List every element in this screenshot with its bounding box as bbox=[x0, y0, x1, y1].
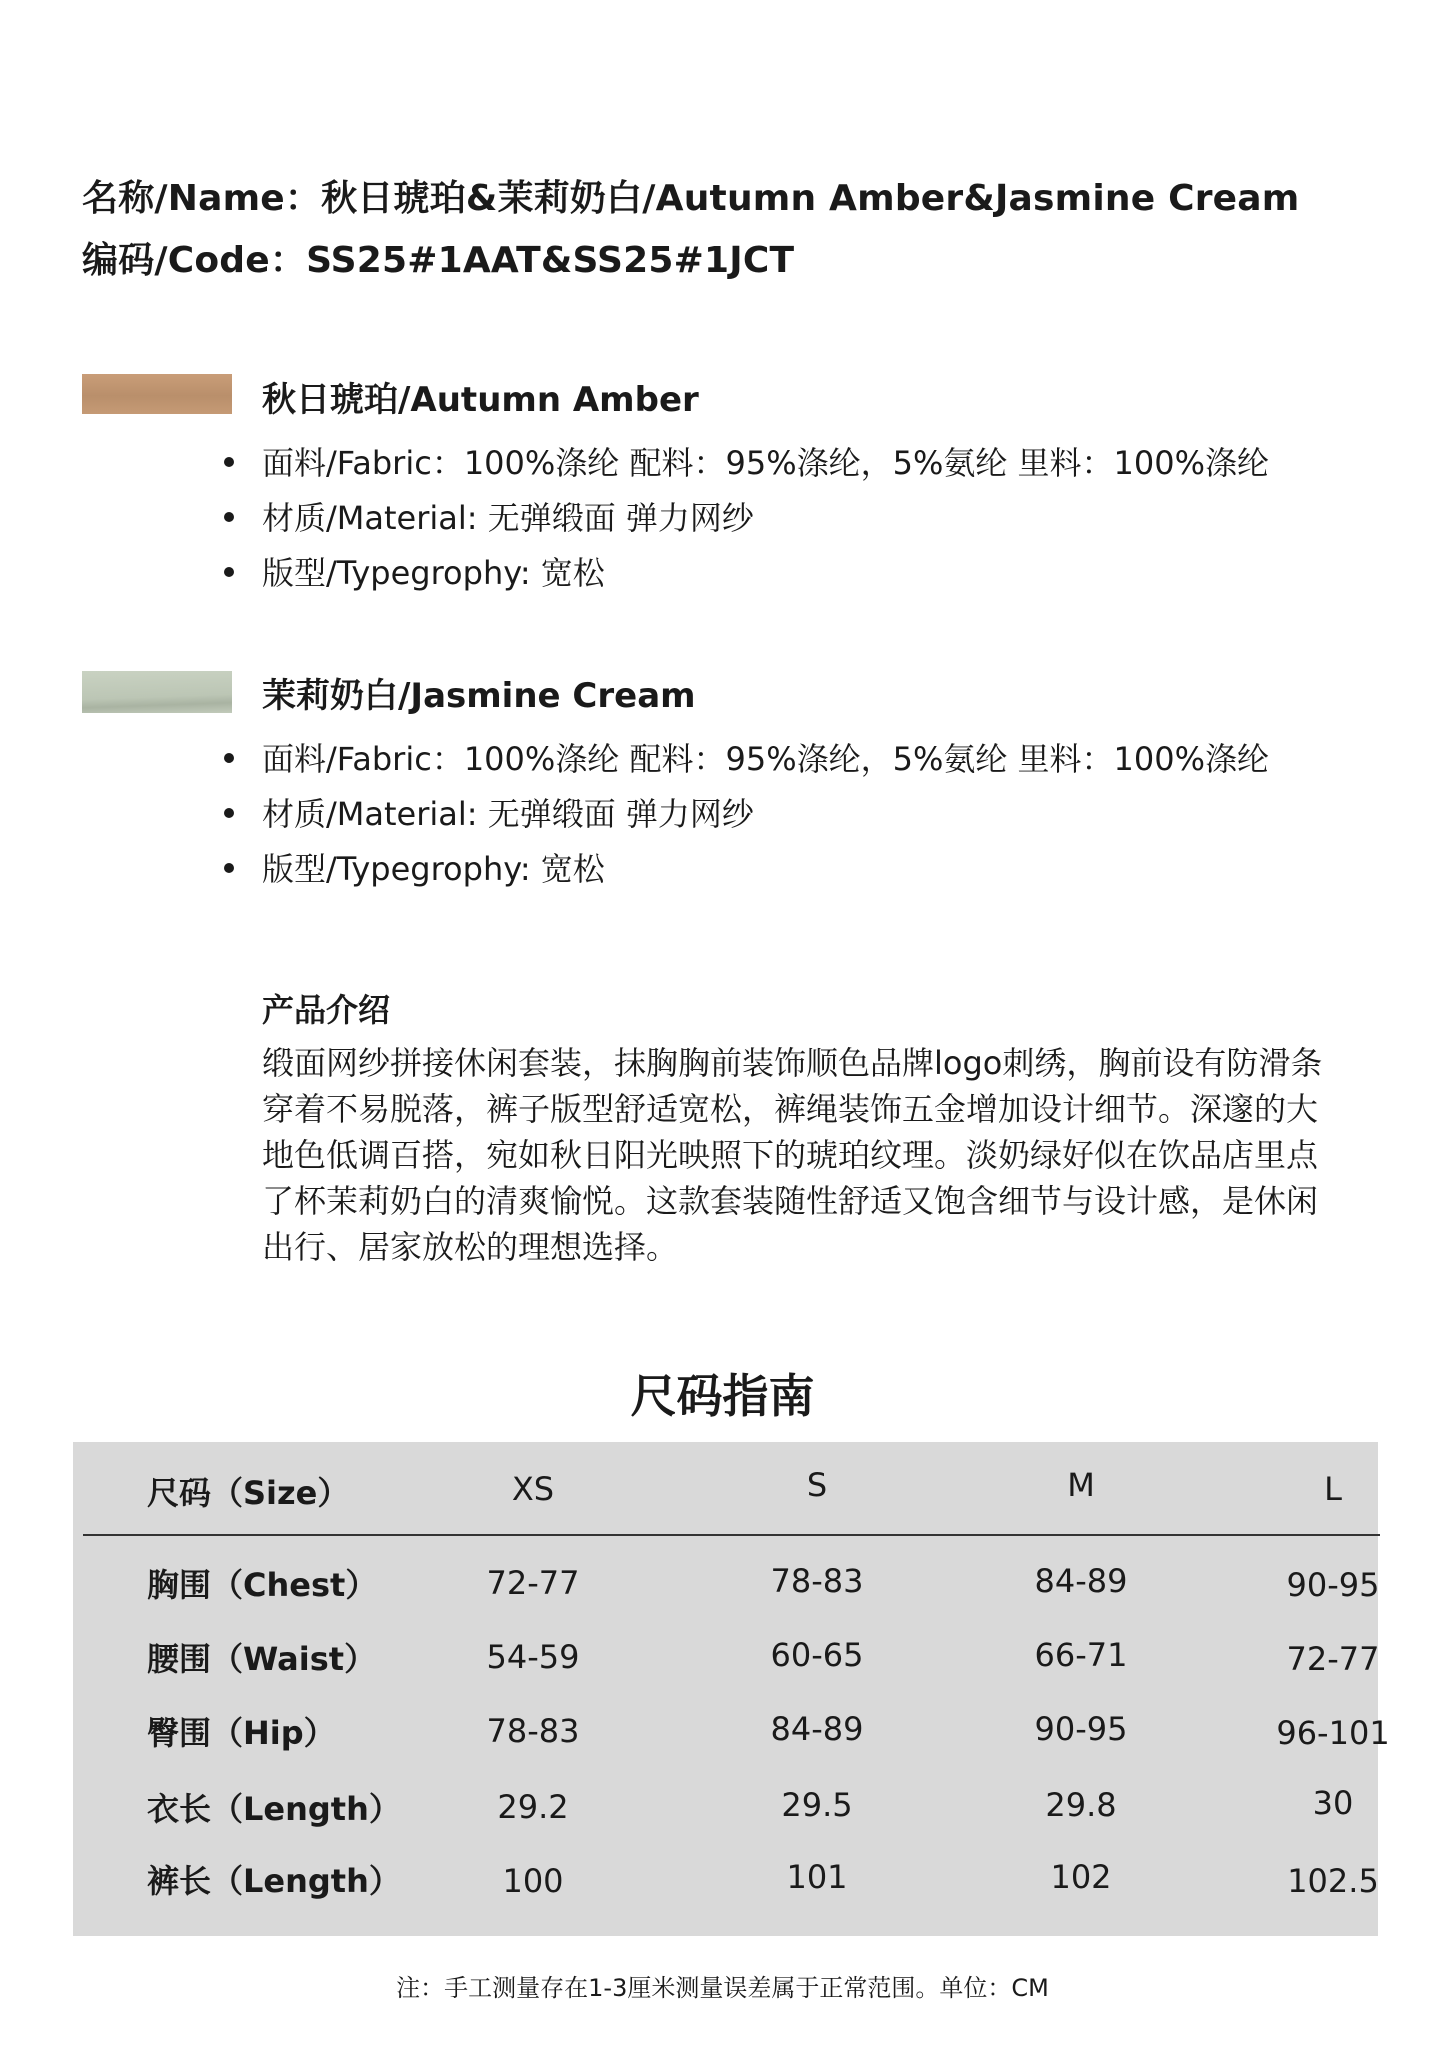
fabric-swatch-amber bbox=[82, 374, 232, 414]
table-cell: 101 bbox=[786, 1858, 848, 1896]
table-cell: 90-95 bbox=[1034, 1710, 1128, 1748]
row-label-chest: 胸围（Chest） bbox=[147, 1566, 378, 1604]
row-label-pants-length: 裤长（Length） bbox=[147, 1862, 401, 1900]
row-label-waist: 腰围（Waist） bbox=[147, 1640, 377, 1678]
table-cell: 29.2 bbox=[497, 1788, 569, 1826]
bullet-icon bbox=[224, 808, 234, 818]
table-cell: 102.5 bbox=[1287, 1862, 1379, 1900]
spec-item-fabric: 面料/Fabric：100%涤纶 配料：95%涤纶，5%氨纶 里料：100%涤纶 bbox=[220, 436, 1269, 491]
table-cell: 60-65 bbox=[770, 1636, 864, 1674]
product-name: 名称/Name：秋日琥珀&茉莉奶白/Autumn Amber&Jasmine Cream bbox=[82, 178, 1300, 219]
row-label-hip: 臀围（Hip） bbox=[147, 1714, 336, 1752]
product-code: 编码/Code：SS25#1AAT&SS25#1JCT bbox=[82, 240, 795, 281]
table-cell: 29.5 bbox=[781, 1786, 853, 1824]
spec-item-material: 材质/Material: 无弹缎面 弹力网纱 bbox=[220, 787, 1269, 842]
table-cell: 66-71 bbox=[1034, 1636, 1128, 1674]
table-cell: 78-83 bbox=[486, 1712, 580, 1750]
bullet-icon bbox=[224, 753, 234, 763]
spec-item-fit: 版型/Typegrophy: 宽松 bbox=[220, 842, 1269, 897]
table-cell: 96-101 bbox=[1276, 1714, 1390, 1752]
intro-line: 出行、居家放松的理想选择。 bbox=[262, 1228, 679, 1266]
table-cell: 30 bbox=[1312, 1784, 1354, 1822]
color-title-cream: 茉莉奶白/Jasmine Cream bbox=[262, 676, 696, 716]
spec-item-fabric: 面料/Fabric：100%涤纶 配料：95%涤纶，5%氨纶 里料：100%涤纶 bbox=[220, 732, 1269, 787]
size-col-xs: XS bbox=[511, 1470, 555, 1508]
header-divider bbox=[83, 1534, 1380, 1536]
intro-line: 地色低调百搭，宛如秋日阳光映照下的琥珀纹理。淡奶绿好似在饮品店里点 bbox=[262, 1136, 1319, 1174]
table-cell: 84-89 bbox=[770, 1710, 864, 1748]
fabric-swatch-cream bbox=[82, 671, 232, 713]
table-cell: 78-83 bbox=[770, 1562, 864, 1600]
spec-list-cream bbox=[220, 732, 1269, 897]
table-cell: 84-89 bbox=[1034, 1562, 1128, 1600]
bullet-icon bbox=[224, 567, 234, 577]
bullet-icon bbox=[224, 457, 234, 467]
intro-line: 穿着不易脱落，裤子版型舒适宽松，裤绳装饰五金增加设计细节。深邃的大 bbox=[262, 1090, 1319, 1128]
spec-list-amber bbox=[220, 436, 1269, 601]
size-col-m: M bbox=[1067, 1466, 1095, 1504]
spec-item-material: 材质/Material: 无弹缎面 弹力网纱 bbox=[220, 491, 1269, 546]
table-cell: 72-77 bbox=[1286, 1640, 1380, 1678]
color-title-amber: 秋日琥珀/Autumn Amber bbox=[262, 380, 699, 420]
intro-title: 产品介绍 bbox=[262, 991, 391, 1029]
table-cell: 100 bbox=[502, 1862, 564, 1900]
table-cell: 72-77 bbox=[486, 1564, 580, 1602]
size-col-l: L bbox=[1324, 1470, 1342, 1508]
intro-line: 了杯茉莉奶白的清爽愉悦。这款套装随性舒适又饱含细节与设计感，是休闲 bbox=[262, 1182, 1319, 1220]
table-cell: 54-59 bbox=[486, 1638, 580, 1676]
bullet-icon bbox=[224, 512, 234, 522]
table-cell: 102 bbox=[1050, 1858, 1112, 1896]
size-guide-title: 尺码指南 bbox=[630, 1369, 815, 1423]
row-label-top-length: 衣长（Length） bbox=[147, 1790, 401, 1828]
size-table bbox=[73, 1442, 1390, 1936]
table-cell: 29.8 bbox=[1045, 1786, 1117, 1824]
bullet-icon bbox=[224, 863, 234, 873]
intro-line: 缎面网纱拼接休闲套装，抹胸胸前装饰顺色品牌logo刺绣，胸前设有防滑条 bbox=[262, 1044, 1323, 1082]
table-cell: 90-95 bbox=[1286, 1566, 1380, 1604]
size-col-s: S bbox=[806, 1466, 828, 1504]
footnote: 注：手工测量存在1-3厘米测量误差属于正常范围。单位：CM bbox=[396, 1974, 1049, 2002]
size-header-label: 尺码（Size） bbox=[147, 1474, 350, 1512]
spec-item-fit: 版型/Typegrophy: 宽松 bbox=[220, 546, 1269, 601]
intro-body bbox=[262, 1040, 1382, 1270]
